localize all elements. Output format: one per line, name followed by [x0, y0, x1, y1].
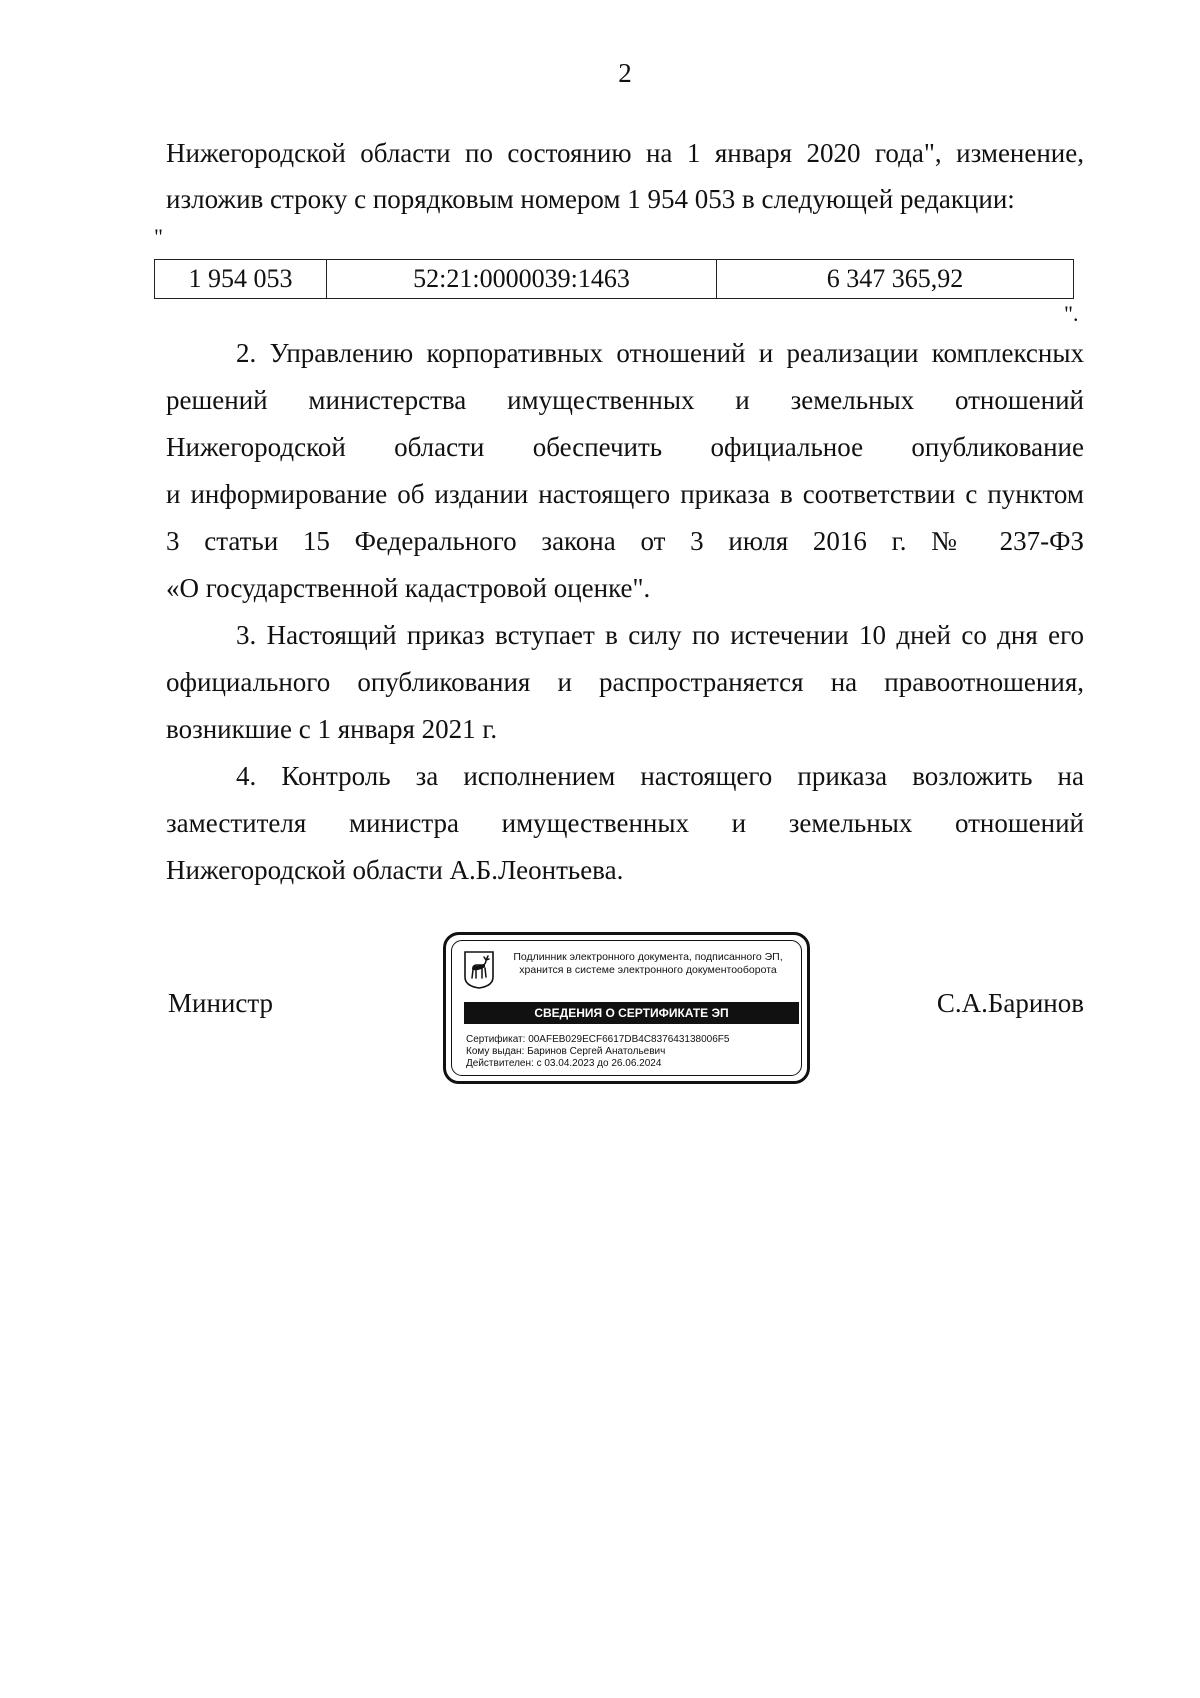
certificate-row	[466, 1034, 796, 1046]
row-number-cell: 1 954 053	[155, 260, 327, 299]
paragraph-4-line: 4. Контроль за исполнением настоящего приказа возложить на	[236, 761, 1084, 791]
paragraph-4-line: Нижегородской области А.Б.Леонтьева.	[166, 855, 624, 885]
paragraph-2-line: «О государственной кадастровой оценке".	[166, 573, 651, 603]
paragraph-2-line: и информирование об издании настоящего приказа в соответствии с пунктом	[166, 479, 1084, 509]
paragraph-2-line: 3 статьи 15 Федерального закона от 3 июля 2016 г. № 237-ФЗ	[166, 526, 1084, 556]
quote-close: ".	[1064, 301, 1079, 326]
stamp-header-line: Подлинник электронного документа, подписанного ЭП,	[513, 951, 783, 963]
paragraph-3-line: 3. Настоящий приказ вступает в силу по истечении 10 дней со дня его	[236, 620, 1084, 650]
valid-label: Действителен:	[466, 1058, 534, 1069]
page-number: 2	[618, 58, 632, 88]
stamp-header-line: хранится в системе электронного документооборота	[519, 964, 777, 976]
intro-line-1: Нижегородской области по состоянию на 1 января 2020 года", изменение,	[166, 138, 1084, 168]
issued-to-label: Кому выдан:	[466, 1046, 525, 1057]
cadastral-number-cell: 52:21:0000039:1463	[327, 260, 717, 299]
intro-line-2: изложив строку с порядковым номером 1 954 053 в следующей редакции:	[166, 184, 1015, 214]
paragraph-3-line: возникшие с 1 января 2021 г.	[166, 714, 498, 744]
quote-open: "	[154, 224, 163, 249]
stamp-certificate-info	[466, 1034, 796, 1070]
paragraph-4-line: заместителя министра имущественных и земельных отношений	[166, 808, 1084, 838]
valid-value: с 03.04.2023 до 26.06.2024	[536, 1058, 662, 1069]
paragraph-2-line: 2. Управлению корпоративных отношений и реализации комплексных	[236, 338, 1084, 368]
paragraph-2-line: Нижегородской области обеспечить официальное опубликование	[166, 432, 1084, 462]
issued-to-value: Баринов Сергей Анатольевич	[527, 1046, 666, 1057]
signatory-name: С.А.Баринов	[936, 988, 1084, 1018]
certificate-label: Сертификат:	[466, 1034, 526, 1045]
certificate-value: 00AFEB029ECF6617DB4C837643138006F5	[528, 1034, 730, 1045]
table-row	[155, 260, 1074, 299]
stamp-header	[498, 951, 798, 977]
signatory-position: Министр	[168, 988, 273, 1018]
paragraph-3-line: официального опубликования и распространяется на правоотношения,	[166, 667, 1084, 697]
nizhny-novgorod-deer-emblem-icon	[464, 951, 494, 989]
paragraph-2-line: решений министерства имущественных и земельных отношений	[166, 385, 1084, 415]
stamp-title-bar: СВЕДЕНИЯ О СЕРТИФИКАТЕ ЭП	[464, 1002, 799, 1024]
issued-to-row	[466, 1046, 796, 1058]
cadastral-value-cell: 6 347 365,92	[716, 260, 1073, 299]
electronic-signature-stamp	[443, 932, 810, 1084]
cadastral-value-table	[154, 259, 1074, 299]
valid-row	[466, 1058, 796, 1070]
